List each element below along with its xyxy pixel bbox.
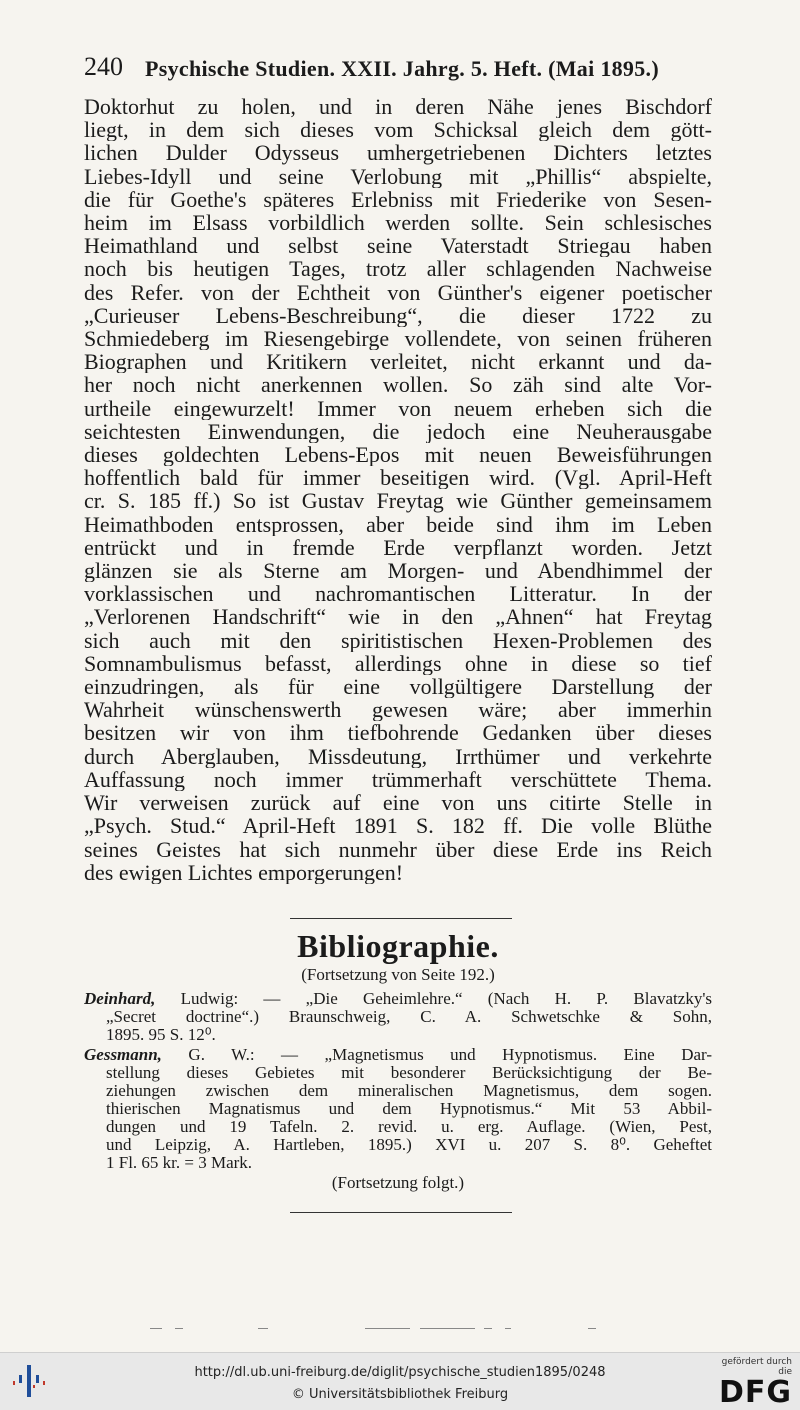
- bibliography-line: [84, 990, 712, 1008]
- scan-artifact: [588, 1328, 596, 1329]
- text-line: sich auch mit den spiritistischen Hexen-Problemen des: [84, 628, 712, 652]
- bibliography-line: 1895. 95 S. 12⁰.: [106, 1026, 216, 1044]
- bibliography-line: ziehungen zwischen dem mineralischen Magnetismus, dem sogen.: [106, 1082, 712, 1100]
- bibliography-author: Deinhard,: [84, 990, 156, 1008]
- dfg-wordmark: DFG: [718, 1375, 792, 1410]
- text-line: des Refer. von der Echtheit von Günther's eigener poetischer: [84, 280, 712, 304]
- page-number: 240: [84, 52, 123, 81]
- text-line: Heimathland und selbst seine Vaterstadt Striegau haben: [84, 234, 712, 258]
- copyright-notice: © Universitätsbibliothek Freiburg: [291, 1387, 509, 1402]
- bibliography-subtitle: (Fortsetzung von Seite 192.): [301, 965, 495, 984]
- bibliography-text: Ludwig: — „Die Geheimlehre.“ (Nach H. P. Blavatzky's: [155, 990, 712, 1008]
- text-line: „Curieuser Lebens-Beschreibung“, die dieser 1722 zu: [84, 303, 712, 328]
- scan-artifact: [175, 1328, 183, 1329]
- text-line: liegt, in dem sich dieses vom Schicksal gleich dem gött-: [84, 118, 712, 142]
- scan-artifact: [365, 1328, 410, 1329]
- bibliography-line: thierischen Magnatismus und dem Hypnotismus.“ Mit 53 Abbil-: [106, 1100, 712, 1118]
- text-line: vorklassischen und nachromantischen Litteratur. In der: [84, 582, 712, 606]
- text-line: durch Aberglauben, Missdeutung, Irrthümer und verkehrte: [84, 744, 712, 768]
- text-line: die für Goethe's späteres Erlebniss mit Friederike von Sesen-: [84, 187, 712, 212]
- running-head: Psychische Studien. XXII. Jahrg. 5. Heft. (Mai 1895.): [145, 56, 659, 81]
- bibliography-entry: [84, 1046, 712, 1172]
- scan-artifact: [420, 1328, 475, 1329]
- text-line: Biographen und Kritikern verleitet, nicht erkannt und da-: [84, 350, 712, 374]
- bibliography-line: „Secret doctrine“.) Braunschweig, C. A. Schwetschke & Sohn,: [106, 1008, 712, 1026]
- text-line: Auffassung noch immer trümmerhaft verschüttete Thema.: [84, 767, 712, 792]
- text-line: hoffentlich bald für immer beseitigen wird. (Vgl. April-Heft: [84, 466, 712, 490]
- text-line: seines Geistes hat sich nunmehr über diese Erde ins Reich: [84, 837, 712, 861]
- text-line: noch bis heutigen Tages, trotz aller schlagenden Nachweise: [84, 257, 712, 281]
- text-line: Schmiedeberg im Riesengebirge vollendete, von seinen früheren: [84, 327, 712, 351]
- body-text: [84, 95, 712, 884]
- bibliography-title: Bibliographie.: [297, 928, 499, 964]
- text-line: cr. S. 185 ff.) So ist Gustav Freytag wie Günther gemeinsamem: [84, 489, 712, 513]
- scan-artifact: [258, 1328, 268, 1329]
- scan-artifact: [505, 1328, 511, 1329]
- bibliography-line: 1 Fl. 65 kr. = 3 Mark.: [106, 1154, 253, 1172]
- bibliography-entry: [84, 990, 712, 1044]
- text-line: einzudringen, als für eine vollgültigere Darstellung der: [84, 675, 712, 699]
- continuation-note: (Fortsetzung folgt.): [331, 1173, 465, 1192]
- text-line: Heimathboden entsprossen, aber beide sind ihm im Leben: [84, 512, 712, 536]
- text-line: besitzen wir von ihm tiefbohrende Gedanken über dieses: [84, 721, 712, 745]
- document-url[interactable]: http://dl.ub.uni-freiburg.de/diglit/psychische_studien1895/0248: [194, 1365, 606, 1380]
- text-line: des ewigen Lichtes emporgerungen!: [84, 860, 404, 884]
- bibliography-line: [84, 1046, 712, 1064]
- text-line: Doktorhut zu holen, und in deren Nähe jenes Bischdorf: [84, 95, 712, 119]
- text-line: lichen Dulder Odysseus umhergetriebenen Dichters letztes: [84, 141, 712, 165]
- text-line: Wahrheit wünschenswerth gewesen wäre; aber immerhin: [84, 698, 712, 722]
- bibliography-line: und Leipzig, A. Hartleben, 1895.) XVI u. 207 S. 8⁰. Geheftet: [106, 1136, 712, 1154]
- page-header: [84, 52, 712, 82]
- bibliography-text: G. W.: — „Magnetismus und Hypnotismus. Eine Dar-: [161, 1046, 712, 1064]
- bibliography-list: [84, 990, 712, 1192]
- text-line: heim im Elsass vorbildlich werden sollte. Sein schlesisches: [84, 211, 712, 235]
- dfg-logo: [706, 1357, 792, 1410]
- text-line: glänzen sie als Sterne am Morgen- und Abendhimmel der: [84, 559, 712, 583]
- scan-artifact: [484, 1328, 492, 1329]
- bibliography-author: Gessmann,: [84, 1046, 162, 1064]
- text-line: „Psych. Stud.“ April-Heft 1891 S. 182 ff. Die volle Blüthe: [84, 814, 712, 838]
- text-line: urtheile eingewurzelt! Immer von neuem erheben sich die: [84, 396, 712, 420]
- text-line: her noch nicht anerkennen wollen. So zäh sind alte Vor-: [84, 373, 712, 397]
- text-line: Liebes-Idyll und seine Verlobung mit „Phillis“ abspielte,: [84, 164, 712, 188]
- text-line: entrückt und in fremde Erde verpflanzt worden. Jetzt: [84, 535, 712, 560]
- text-line: Somnambulismus befasst, allerdings ohne in diese so tief: [84, 651, 712, 676]
- section-divider: [290, 918, 512, 919]
- bibliography-line: dungen und 19 Tafeln. 2. revid. u. erg. Auflage. (Wien, Pest,: [106, 1118, 712, 1136]
- text-line: seichtesten Einwendungen, die jedoch eine Neuherausgabe: [84, 419, 712, 444]
- bibliography-line: stellung dieses Gebietes mit besonderer Berücksichtigung der Be-: [106, 1064, 712, 1082]
- text-line: dieses goldechten Lebens-Epos mit neuen Beweisführungen: [84, 443, 712, 467]
- viewer-footer: [0, 1352, 800, 1410]
- end-divider: [290, 1212, 512, 1213]
- dfg-caption: gefördert durch die: [721, 1357, 792, 1377]
- text-line: „Verlorenen Handschrift“ wie in den „Ahnen“ hat Freytag: [84, 605, 712, 629]
- text-line: Wir verweisen zurück auf eine von uns citirte Stelle in: [84, 791, 712, 815]
- scan-artifact: [150, 1328, 162, 1329]
